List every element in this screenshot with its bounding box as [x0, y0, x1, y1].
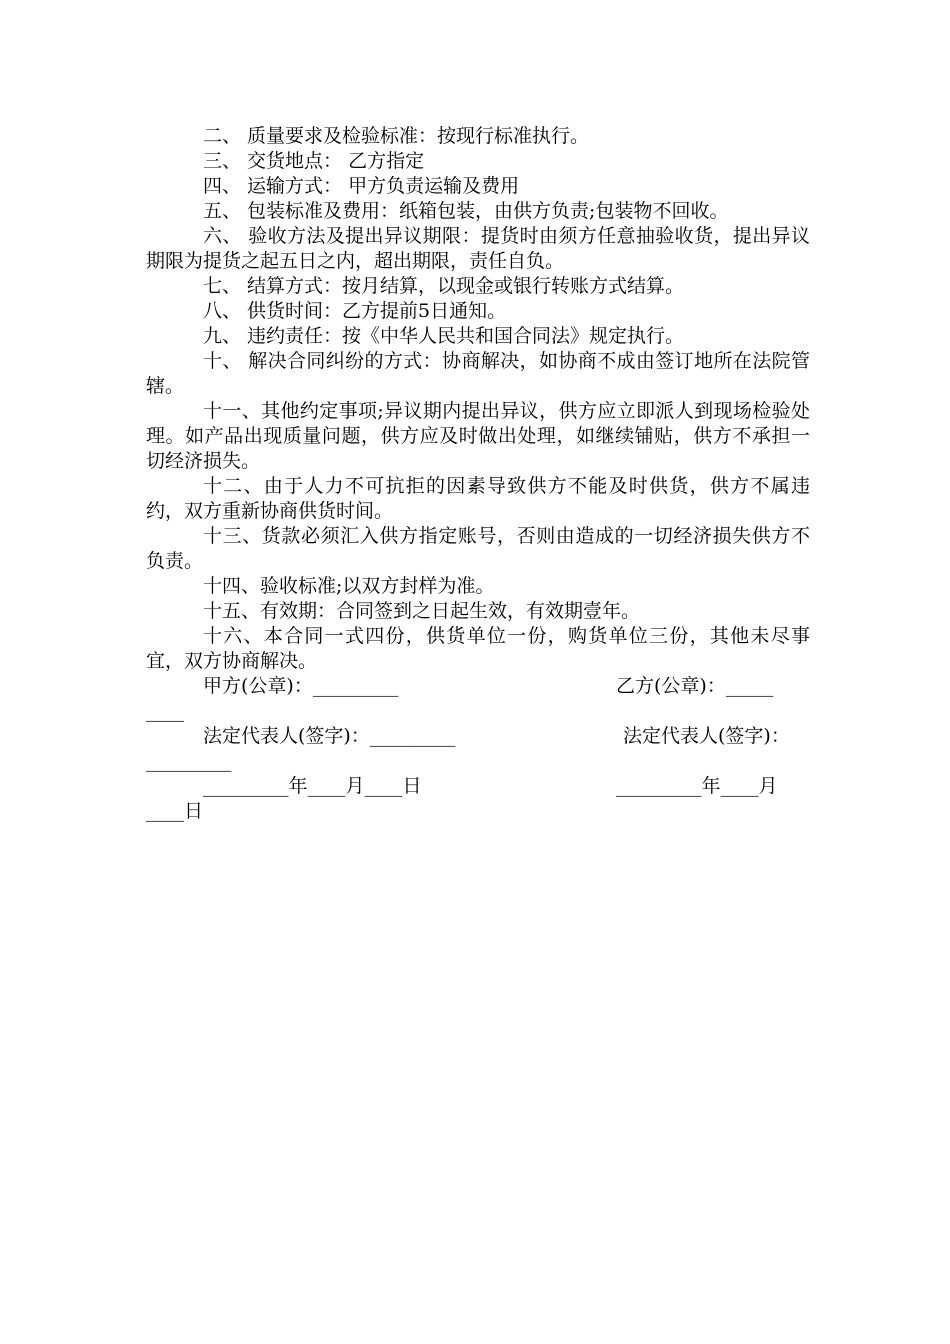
party-b-date-continuation: ____日 — [146, 800, 204, 822]
clause-11: 十一、其他约定事项;异议期内提出异议，供方应立即派人到现场检验处理。如产品出现质量问题，供方应及时做出处理，如继续铺贴，供方不承担一切经济损失。 — [146, 400, 810, 472]
party-a-seal: 甲方(公章)：_________ — [203, 675, 399, 697]
clause-5: 五、 包装标准及费用：纸箱包装，由供方负责;包装物不回收。 — [203, 200, 729, 222]
party-a-representative: 法定代表人(签字)：_________ — [203, 725, 456, 747]
clause-7: 七、 结算方式：按月结算，以现金或银行转账方式结算。 — [203, 275, 685, 297]
clause-14: 十四、验收标准;以双方封样为准。 — [203, 575, 495, 597]
party-b-seal-continuation: ____ — [146, 700, 184, 722]
clause-9: 九、 违约责任：按《中华人民共和国合同法》规定执行。 — [203, 325, 685, 347]
clause-2: 二、 质量要求及检验标准：按现行标准执行。 — [203, 125, 590, 147]
party-b-representative: 法定代表人(签字)： — [623, 725, 790, 747]
party-a-date: _________年____月____日 — [203, 775, 422, 797]
date-row — [146, 774, 810, 824]
clause-3: 三、 交货地点： 乙方指定 — [203, 150, 425, 172]
clause-12: 十二、由于人力不可抗拒的因素导致供方不能及时供货，供方不属违约，双方重新协商供货时间。 — [146, 475, 810, 522]
party-b-seal: 乙方(公章)：_____ — [616, 675, 774, 697]
representative-row — [146, 724, 810, 774]
clause-13: 十三、货款必须汇入供方指定账号，否则由造成的一切经济损失供方不负责。 — [146, 525, 810, 572]
clause-6: 六、 验收方法及提出异议期限：提货时由须方任意抽验收货，提出异议期限为提货之起五日之内，超出期限，责任自负。 — [146, 225, 810, 272]
clause-16: 十六、本合同一式四份，供货单位一份，购货单位三份，其他未尽事宜，双方协商解决。 — [146, 625, 810, 672]
clause-15: 十五、有效期：合同签到之日起生效，有效期壹年。 — [203, 600, 641, 622]
contract-body — [146, 124, 810, 824]
clause-4: 四、 运输方式： 甲方负责运输及费用 — [203, 175, 520, 197]
party-b-date: _________年____月 — [616, 775, 778, 797]
seal-row — [146, 674, 810, 724]
clause-10: 十、 解决合同纠纷的方式：协商解决，如协商不成由签订地所在法院管辖。 — [146, 350, 810, 397]
party-b-representative-continuation: _________ — [146, 750, 232, 772]
clause-8: 八、 供货时间：乙方提前5日通知。 — [203, 300, 507, 322]
